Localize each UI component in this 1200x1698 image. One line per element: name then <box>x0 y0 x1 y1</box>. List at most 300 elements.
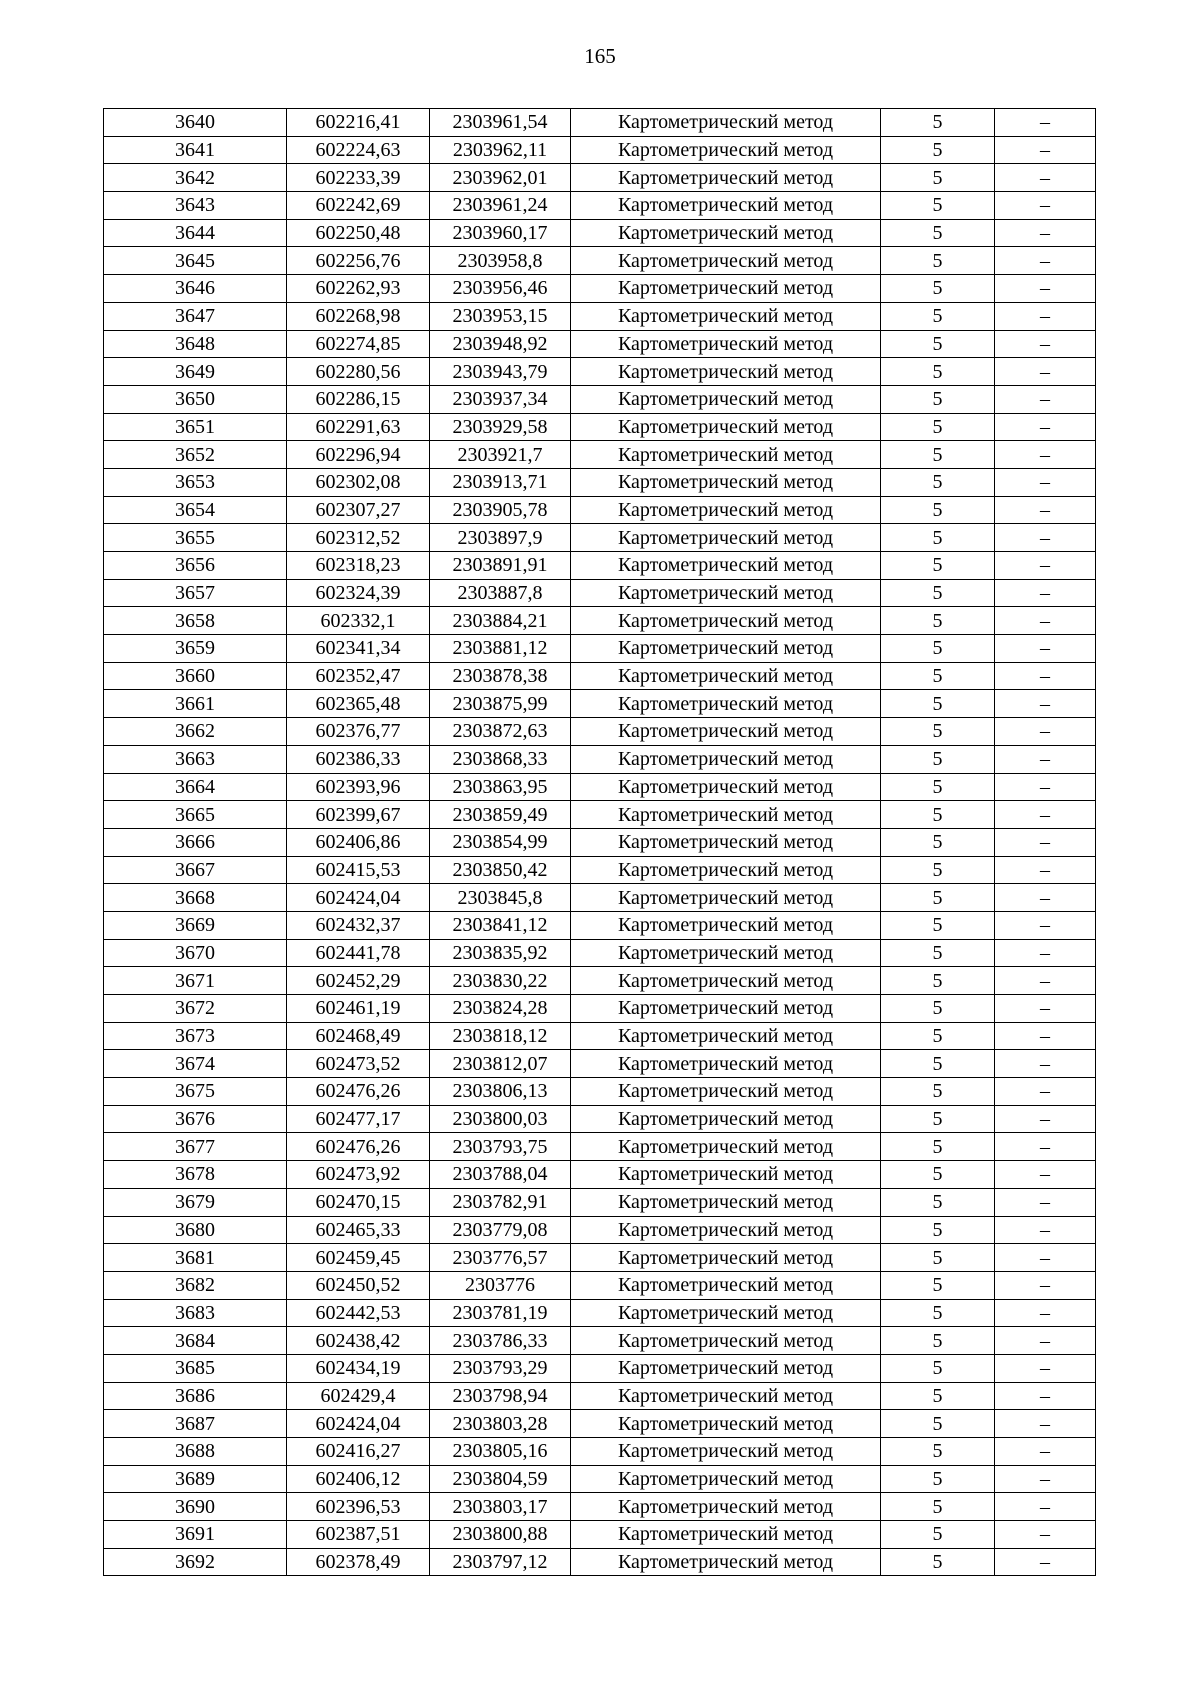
table-row <box>104 192 1096 220</box>
accuracy-cell: 5 <box>881 1133 995 1161</box>
method-cell: Картометрический метод <box>571 1382 881 1410</box>
accuracy-cell: 5 <box>881 1382 995 1410</box>
method-cell: Картометрический метод <box>571 385 881 413</box>
table-row <box>104 358 1096 386</box>
point-number-cell: 3692 <box>104 1548 287 1576</box>
accuracy-cell: 5 <box>881 275 995 303</box>
point-number-cell: 3648 <box>104 330 287 358</box>
accuracy-cell: 5 <box>881 385 995 413</box>
note-cell: – <box>995 828 1096 856</box>
x-coordinate-cell: 602465,33 <box>287 1216 430 1244</box>
point-number-cell: 3676 <box>104 1105 287 1133</box>
x-coordinate-cell: 602468,49 <box>287 1022 430 1050</box>
y-coordinate-cell: 2303830,22 <box>430 967 571 995</box>
method-cell: Картометрический метод <box>571 1133 881 1161</box>
x-coordinate-cell: 602393,96 <box>287 773 430 801</box>
note-cell: – <box>995 1161 1096 1189</box>
method-cell: Картометрический метод <box>571 745 881 773</box>
y-coordinate-cell: 2303953,15 <box>430 302 571 330</box>
note-cell: – <box>995 1354 1096 1382</box>
table-row <box>104 413 1096 441</box>
y-coordinate-cell: 2303793,29 <box>430 1354 571 1382</box>
accuracy-cell: 5 <box>881 164 995 192</box>
y-coordinate-cell: 2303962,11 <box>430 136 571 164</box>
table-row <box>104 1438 1096 1466</box>
accuracy-cell: 5 <box>881 856 995 884</box>
y-coordinate-cell: 2303884,21 <box>430 607 571 635</box>
x-coordinate-cell: 602312,52 <box>287 524 430 552</box>
accuracy-cell: 5 <box>881 745 995 773</box>
point-number-cell: 3681 <box>104 1244 287 1272</box>
table-row <box>104 828 1096 856</box>
accuracy-cell: 5 <box>881 1354 995 1382</box>
point-number-cell: 3643 <box>104 192 287 220</box>
note-cell: – <box>995 911 1096 939</box>
x-coordinate-cell: 602416,27 <box>287 1438 430 1466</box>
table-row <box>104 1050 1096 1078</box>
x-coordinate-cell: 602324,39 <box>287 579 430 607</box>
point-number-cell: 3689 <box>104 1465 287 1493</box>
note-cell: – <box>995 1022 1096 1050</box>
y-coordinate-cell: 2303803,17 <box>430 1493 571 1521</box>
note-cell: – <box>995 385 1096 413</box>
note-cell: – <box>995 1050 1096 1078</box>
note-cell: – <box>995 1465 1096 1493</box>
page-number: 165 <box>584 44 616 68</box>
method-cell: Картометрический метод <box>571 1354 881 1382</box>
coordinates-table-body <box>104 109 1096 1576</box>
point-number-cell: 3662 <box>104 718 287 746</box>
note-cell: – <box>995 1548 1096 1576</box>
note-cell: – <box>995 1299 1096 1327</box>
note-cell: – <box>995 1078 1096 1106</box>
y-coordinate-cell: 2303921,7 <box>430 441 571 469</box>
method-cell: Картометрический метод <box>571 884 881 912</box>
method-cell: Картометрический метод <box>571 967 881 995</box>
note-cell: – <box>995 745 1096 773</box>
accuracy-cell: 5 <box>881 1548 995 1576</box>
y-coordinate-cell: 2303824,28 <box>430 995 571 1023</box>
table-row <box>104 884 1096 912</box>
note-cell: – <box>995 192 1096 220</box>
y-coordinate-cell: 2303818,12 <box>430 1022 571 1050</box>
method-cell: Картометрический метод <box>571 496 881 524</box>
x-coordinate-cell: 602461,19 <box>287 995 430 1023</box>
table-row <box>104 496 1096 524</box>
method-cell: Картометрический метод <box>571 1105 881 1133</box>
table-row <box>104 275 1096 303</box>
x-coordinate-cell: 602296,94 <box>287 441 430 469</box>
method-cell: Картометрический метод <box>571 1161 881 1189</box>
y-coordinate-cell: 2303797,12 <box>430 1548 571 1576</box>
accuracy-cell: 5 <box>881 109 995 137</box>
method-cell: Картометрический метод <box>571 690 881 718</box>
x-coordinate-cell: 602442,53 <box>287 1299 430 1327</box>
point-number-cell: 3668 <box>104 884 287 912</box>
y-coordinate-cell: 2303782,91 <box>430 1188 571 1216</box>
table-row <box>104 1382 1096 1410</box>
note-cell: – <box>995 1327 1096 1355</box>
note-cell: – <box>995 330 1096 358</box>
method-cell: Картометрический метод <box>571 247 881 275</box>
method-cell: Картометрический метод <box>571 607 881 635</box>
point-number-cell: 3645 <box>104 247 287 275</box>
accuracy-cell: 5 <box>881 884 995 912</box>
point-number-cell: 3642 <box>104 164 287 192</box>
method-cell: Картометрический метод <box>571 1548 881 1576</box>
y-coordinate-cell: 2303956,46 <box>430 275 571 303</box>
point-number-cell: 3672 <box>104 995 287 1023</box>
note-cell: – <box>995 690 1096 718</box>
y-coordinate-cell: 2303845,8 <box>430 884 571 912</box>
accuracy-cell: 5 <box>881 607 995 635</box>
point-number-cell: 3680 <box>104 1216 287 1244</box>
table-row <box>104 1548 1096 1576</box>
table-row <box>104 1105 1096 1133</box>
note-cell: – <box>995 801 1096 829</box>
note-cell: – <box>995 1493 1096 1521</box>
x-coordinate-cell: 602396,53 <box>287 1493 430 1521</box>
method-cell: Картометрический метод <box>571 1327 881 1355</box>
x-coordinate-cell: 602415,53 <box>287 856 430 884</box>
x-coordinate-cell: 602434,19 <box>287 1354 430 1382</box>
x-coordinate-cell: 602424,04 <box>287 1410 430 1438</box>
table-row <box>104 1493 1096 1521</box>
y-coordinate-cell: 2303868,33 <box>430 745 571 773</box>
accuracy-cell: 5 <box>881 1188 995 1216</box>
point-number-cell: 3666 <box>104 828 287 856</box>
point-number-cell: 3650 <box>104 385 287 413</box>
accuracy-cell: 5 <box>881 773 995 801</box>
accuracy-cell: 5 <box>881 718 995 746</box>
method-cell: Картометрический метод <box>571 718 881 746</box>
method-cell: Картометрический метод <box>571 552 881 580</box>
table-row <box>104 330 1096 358</box>
accuracy-cell: 5 <box>881 524 995 552</box>
point-number-cell: 3673 <box>104 1022 287 1050</box>
accuracy-cell: 5 <box>881 1022 995 1050</box>
accuracy-cell: 5 <box>881 192 995 220</box>
y-coordinate-cell: 2303875,99 <box>430 690 571 718</box>
table-row <box>104 690 1096 718</box>
method-cell: Картометрический метод <box>571 828 881 856</box>
accuracy-cell: 5 <box>881 1050 995 1078</box>
method-cell: Картометрический метод <box>571 302 881 330</box>
method-cell: Картометрический метод <box>571 1521 881 1549</box>
note-cell: – <box>995 247 1096 275</box>
note-cell: – <box>995 607 1096 635</box>
note-cell: – <box>995 1133 1096 1161</box>
table-row <box>104 247 1096 275</box>
y-coordinate-cell: 2303798,94 <box>430 1382 571 1410</box>
note-cell: – <box>995 718 1096 746</box>
x-coordinate-cell: 602477,17 <box>287 1105 430 1133</box>
y-coordinate-cell: 2303878,38 <box>430 662 571 690</box>
table-row <box>104 1244 1096 1272</box>
table-row <box>104 1216 1096 1244</box>
accuracy-cell: 5 <box>881 1244 995 1272</box>
x-coordinate-cell: 602450,52 <box>287 1271 430 1299</box>
y-coordinate-cell: 2303905,78 <box>430 496 571 524</box>
point-number-cell: 3660 <box>104 662 287 690</box>
accuracy-cell: 5 <box>881 441 995 469</box>
method-cell: Картометрический метод <box>571 1050 881 1078</box>
accuracy-cell: 5 <box>881 579 995 607</box>
accuracy-cell: 5 <box>881 995 995 1023</box>
y-coordinate-cell: 2303776 <box>430 1271 571 1299</box>
table-row <box>104 1521 1096 1549</box>
point-number-cell: 3683 <box>104 1299 287 1327</box>
note-cell: – <box>995 136 1096 164</box>
x-coordinate-cell: 602242,69 <box>287 192 430 220</box>
y-coordinate-cell: 2303872,63 <box>430 718 571 746</box>
y-coordinate-cell: 2303859,49 <box>430 801 571 829</box>
accuracy-cell: 5 <box>881 1078 995 1106</box>
accuracy-cell: 5 <box>881 939 995 967</box>
note-cell: – <box>995 967 1096 995</box>
y-coordinate-cell: 2303863,95 <box>430 773 571 801</box>
table-row <box>104 524 1096 552</box>
point-number-cell: 3652 <box>104 441 287 469</box>
x-coordinate-cell: 602441,78 <box>287 939 430 967</box>
note-cell: – <box>995 884 1096 912</box>
table-row <box>104 635 1096 663</box>
point-number-cell: 3657 <box>104 579 287 607</box>
method-cell: Картометрический метод <box>571 164 881 192</box>
y-coordinate-cell: 2303948,92 <box>430 330 571 358</box>
accuracy-cell: 5 <box>881 468 995 496</box>
table-row <box>104 1465 1096 1493</box>
table-row <box>104 607 1096 635</box>
point-number-cell: 3690 <box>104 1493 287 1521</box>
accuracy-cell: 5 <box>881 690 995 718</box>
point-number-cell: 3653 <box>104 468 287 496</box>
table-row <box>104 1161 1096 1189</box>
x-coordinate-cell: 602406,86 <box>287 828 430 856</box>
table-row <box>104 1354 1096 1382</box>
y-coordinate-cell: 2303786,33 <box>430 1327 571 1355</box>
table-row <box>104 1133 1096 1161</box>
note-cell: – <box>995 995 1096 1023</box>
note-cell: – <box>995 496 1096 524</box>
x-coordinate-cell: 602473,52 <box>287 1050 430 1078</box>
y-coordinate-cell: 2303781,19 <box>430 1299 571 1327</box>
accuracy-cell: 5 <box>881 828 995 856</box>
x-coordinate-cell: 602286,15 <box>287 385 430 413</box>
table-row <box>104 1327 1096 1355</box>
table-row <box>104 718 1096 746</box>
note-cell: – <box>995 662 1096 690</box>
point-number-cell: 3658 <box>104 607 287 635</box>
point-number-cell: 3656 <box>104 552 287 580</box>
x-coordinate-cell: 602318,23 <box>287 552 430 580</box>
x-coordinate-cell: 602438,42 <box>287 1327 430 1355</box>
method-cell: Картометрический метод <box>571 939 881 967</box>
table-row <box>104 1078 1096 1106</box>
x-coordinate-cell: 602459,45 <box>287 1244 430 1272</box>
method-cell: Картометрический метод <box>571 1438 881 1466</box>
point-number-cell: 3664 <box>104 773 287 801</box>
table-row <box>104 773 1096 801</box>
note-cell: – <box>995 358 1096 386</box>
table-row <box>104 441 1096 469</box>
method-cell: Картометрический метод <box>571 524 881 552</box>
y-coordinate-cell: 2303788,04 <box>430 1161 571 1189</box>
accuracy-cell: 5 <box>881 1271 995 1299</box>
note-cell: – <box>995 1521 1096 1549</box>
method-cell: Картометрический метод <box>571 1022 881 1050</box>
table-row <box>104 911 1096 939</box>
y-coordinate-cell: 2303881,12 <box>430 635 571 663</box>
x-coordinate-cell: 602256,76 <box>287 247 430 275</box>
method-cell: Картометрический метод <box>571 468 881 496</box>
x-coordinate-cell: 602224,63 <box>287 136 430 164</box>
x-coordinate-cell: 602216,41 <box>287 109 430 137</box>
x-coordinate-cell: 602473,92 <box>287 1161 430 1189</box>
accuracy-cell: 5 <box>881 1410 995 1438</box>
y-coordinate-cell: 2303850,42 <box>430 856 571 884</box>
method-cell: Картометрический метод <box>571 441 881 469</box>
point-number-cell: 3644 <box>104 219 287 247</box>
point-number-cell: 3667 <box>104 856 287 884</box>
x-coordinate-cell: 602332,1 <box>287 607 430 635</box>
table-row <box>104 1022 1096 1050</box>
point-number-cell: 3655 <box>104 524 287 552</box>
point-number-cell: 3688 <box>104 1438 287 1466</box>
point-number-cell: 3679 <box>104 1188 287 1216</box>
note-cell: – <box>995 413 1096 441</box>
y-coordinate-cell: 2303960,17 <box>430 219 571 247</box>
y-coordinate-cell: 2303776,57 <box>430 1244 571 1272</box>
point-number-cell: 3682 <box>104 1271 287 1299</box>
y-coordinate-cell: 2303961,54 <box>430 109 571 137</box>
note-cell: – <box>995 1244 1096 1272</box>
note-cell: – <box>995 1410 1096 1438</box>
accuracy-cell: 5 <box>881 358 995 386</box>
x-coordinate-cell: 602476,26 <box>287 1078 430 1106</box>
table-row <box>104 219 1096 247</box>
method-cell: Картометрический метод <box>571 413 881 441</box>
table-row <box>104 1410 1096 1438</box>
y-coordinate-cell: 2303805,16 <box>430 1438 571 1466</box>
table-row <box>104 109 1096 137</box>
table-row <box>104 136 1096 164</box>
x-coordinate-cell: 602376,77 <box>287 718 430 746</box>
point-number-cell: 3674 <box>104 1050 287 1078</box>
accuracy-cell: 5 <box>881 302 995 330</box>
point-number-cell: 3640 <box>104 109 287 137</box>
accuracy-cell: 5 <box>881 1465 995 1493</box>
note-cell: – <box>995 524 1096 552</box>
accuracy-cell: 5 <box>881 219 995 247</box>
y-coordinate-cell: 2303961,24 <box>430 192 571 220</box>
accuracy-cell: 5 <box>881 801 995 829</box>
method-cell: Картометрический метод <box>571 109 881 137</box>
method-cell: Картометрический метод <box>571 1188 881 1216</box>
x-coordinate-cell: 602399,67 <box>287 801 430 829</box>
table-row <box>104 856 1096 884</box>
x-coordinate-cell: 602268,98 <box>287 302 430 330</box>
x-coordinate-cell: 602476,26 <box>287 1133 430 1161</box>
method-cell: Картометрический метод <box>571 1299 881 1327</box>
point-number-cell: 3671 <box>104 967 287 995</box>
table-row <box>104 1299 1096 1327</box>
point-number-cell: 3691 <box>104 1521 287 1549</box>
accuracy-cell: 5 <box>881 967 995 995</box>
table-row <box>104 468 1096 496</box>
note-cell: – <box>995 635 1096 663</box>
y-coordinate-cell: 2303779,08 <box>430 1216 571 1244</box>
method-cell: Картометрический метод <box>571 911 881 939</box>
accuracy-cell: 5 <box>881 662 995 690</box>
point-number-cell: 3670 <box>104 939 287 967</box>
note-cell: – <box>995 1105 1096 1133</box>
method-cell: Картометрический метод <box>571 1493 881 1521</box>
y-coordinate-cell: 2303793,75 <box>430 1133 571 1161</box>
accuracy-cell: 5 <box>881 1521 995 1549</box>
x-coordinate-cell: 602291,63 <box>287 413 430 441</box>
point-number-cell: 3659 <box>104 635 287 663</box>
note-cell: – <box>995 1188 1096 1216</box>
table-row <box>104 967 1096 995</box>
accuracy-cell: 5 <box>881 330 995 358</box>
coordinates-table <box>103 108 1096 1576</box>
method-cell: Картометрический метод <box>571 579 881 607</box>
y-coordinate-cell: 2303812,07 <box>430 1050 571 1078</box>
table-row <box>104 1271 1096 1299</box>
y-coordinate-cell: 2303937,34 <box>430 385 571 413</box>
note-cell: – <box>995 1216 1096 1244</box>
table-row <box>104 302 1096 330</box>
method-cell: Картометрический метод <box>571 635 881 663</box>
y-coordinate-cell: 2303800,88 <box>430 1521 571 1549</box>
note-cell: – <box>995 275 1096 303</box>
x-coordinate-cell: 602280,56 <box>287 358 430 386</box>
accuracy-cell: 5 <box>881 1438 995 1466</box>
method-cell: Картометрический метод <box>571 801 881 829</box>
point-number-cell: 3665 <box>104 801 287 829</box>
table-row <box>104 579 1096 607</box>
y-coordinate-cell: 2303800,03 <box>430 1105 571 1133</box>
y-coordinate-cell: 2303958,8 <box>430 247 571 275</box>
note-cell: – <box>995 939 1096 967</box>
table-row <box>104 745 1096 773</box>
note-cell: – <box>995 856 1096 884</box>
x-coordinate-cell: 602341,34 <box>287 635 430 663</box>
y-coordinate-cell: 2303804,59 <box>430 1465 571 1493</box>
y-coordinate-cell: 2303962,01 <box>430 164 571 192</box>
note-cell: – <box>995 468 1096 496</box>
accuracy-cell: 5 <box>881 1216 995 1244</box>
accuracy-cell: 5 <box>881 1105 995 1133</box>
point-number-cell: 3647 <box>104 302 287 330</box>
table-row <box>104 164 1096 192</box>
point-number-cell: 3685 <box>104 1354 287 1382</box>
point-number-cell: 3684 <box>104 1327 287 1355</box>
x-coordinate-cell: 602307,27 <box>287 496 430 524</box>
point-number-cell: 3661 <box>104 690 287 718</box>
method-cell: Картометрический метод <box>571 219 881 247</box>
note-cell: – <box>995 302 1096 330</box>
point-number-cell: 3687 <box>104 1410 287 1438</box>
x-coordinate-cell: 602452,29 <box>287 967 430 995</box>
x-coordinate-cell: 602365,48 <box>287 690 430 718</box>
y-coordinate-cell: 2303913,71 <box>430 468 571 496</box>
table-row <box>104 662 1096 690</box>
table-row <box>104 801 1096 829</box>
method-cell: Картометрический метод <box>571 1465 881 1493</box>
point-number-cell: 3663 <box>104 745 287 773</box>
